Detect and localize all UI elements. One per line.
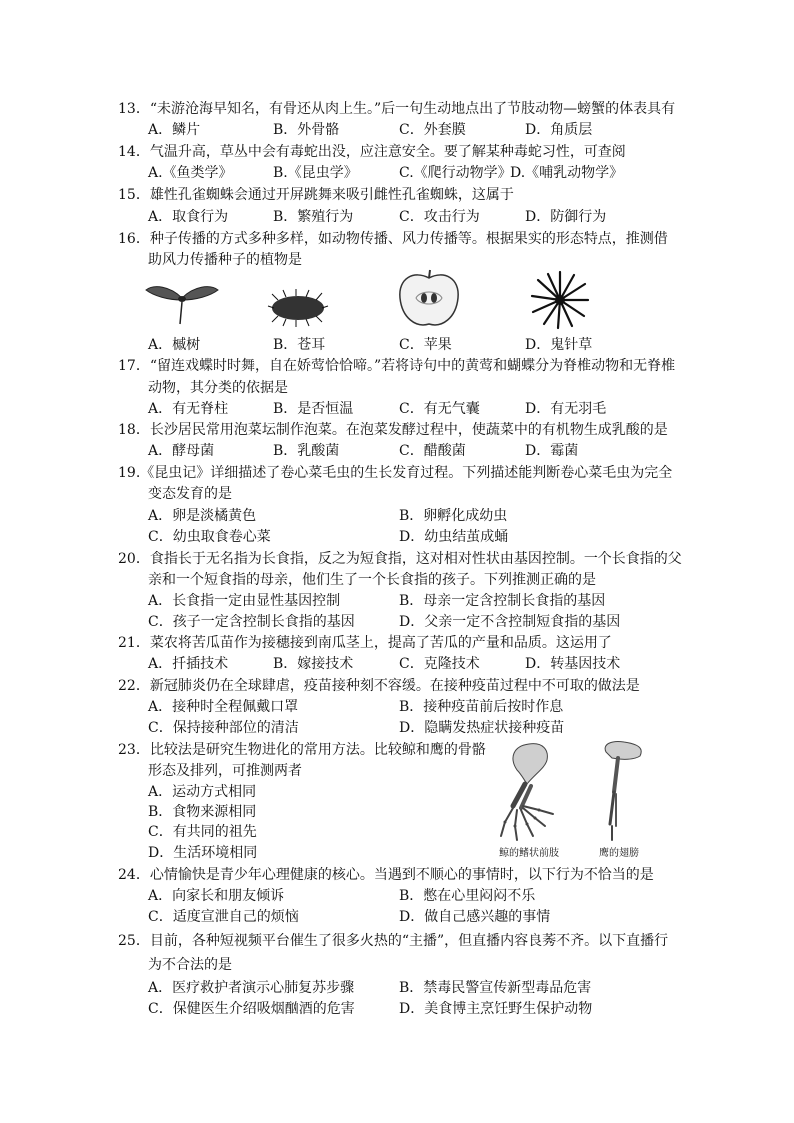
q19-option-c: C．幼虫取食卷心菜 bbox=[148, 529, 271, 545]
q17-option-c: C．有无气囊 bbox=[399, 401, 480, 417]
q21-stem: 21．菜农将苦瓜苗作为接穗接到南瓜茎上，提高了苦瓜的产量和品质。这运用了 bbox=[118, 635, 612, 651]
q15-option-d: D．防御行为 bbox=[525, 209, 607, 225]
q24-option-b: B．憋在心里闷闷不乐 bbox=[399, 888, 536, 904]
q19-stem-line2: 变态发育的是 bbox=[148, 486, 232, 502]
q22-option-d: D．隐瞒发热症状接种疫苗 bbox=[399, 720, 565, 736]
q19-option-b: B．卵孵化成幼虫 bbox=[399, 508, 508, 524]
q15-option-b: B．繁殖行为 bbox=[273, 209, 354, 225]
q17-option-b: B．是否恒温 bbox=[273, 401, 354, 417]
q20-option-b: B．母亲一定含控制长食指的基因 bbox=[399, 593, 606, 609]
q15-option-a: A．取食行为 bbox=[148, 209, 229, 225]
q13-option-b: B．外骨骼 bbox=[273, 122, 340, 138]
q20-option-d: D．父亲一定不含控制短食指的基因 bbox=[399, 614, 621, 630]
q24-stem: 24．心情愉快是青少年心理健康的核心。当遇到不顺心的事情时，以下行为不恰当的是 bbox=[118, 867, 654, 883]
q13-option-c: C．外套膜 bbox=[399, 122, 466, 138]
eagle-wing-bones-image bbox=[598, 740, 650, 846]
q15-stem: 15．雄性孔雀蜘蛛会通过开屏跳舞来吸引雌性孔雀蜘蛛，这属于 bbox=[118, 187, 514, 203]
q17-option-a: A．有无脊柱 bbox=[148, 401, 229, 417]
eagle-caption: 鹰的翅膀 bbox=[599, 848, 639, 859]
q25-option-a: A．医疗救护者演示心肺复苏步骤 bbox=[148, 980, 355, 996]
q18-option-d: D．霉菌 bbox=[525, 443, 579, 459]
q18-option-c: C．醋酸菌 bbox=[399, 443, 466, 459]
q13-option-a: A．鳞片 bbox=[148, 122, 201, 138]
q17-stem-line2: 动物，其分类的依据是 bbox=[148, 380, 288, 396]
q20-stem-line1: 20．食指长于无名指为长食指，反之为短食指，这对相对性状由基因控制。一个长食指的父 bbox=[118, 551, 682, 567]
q17-stem-line1: 17．“留连戏蝶时时舞，自在娇莺恰恰啼。”若将诗句中的黄莺和蝴蝶分为脊椎动物和无脊椎 bbox=[118, 358, 676, 374]
q14-option-d: D.《哺乳动物学》 bbox=[510, 165, 624, 181]
q20-option-c: C．孩子一定含控制长食指的基因 bbox=[148, 614, 355, 630]
q13-option-d: D．角质层 bbox=[525, 122, 593, 138]
whale-caption: 鲸的鳍状前肢 bbox=[499, 848, 559, 859]
q14-option-a: A.《鱼类学》 bbox=[148, 165, 233, 181]
q14-stem: 14．气温升高，草丛中会有毒蛇出没，应注意安全。要了解某种毒蛇习性，可查阅 bbox=[118, 144, 626, 160]
q18-option-a: A．酵母菌 bbox=[148, 443, 215, 459]
q23-stem-line2: 形态及排列，可推测两者 bbox=[148, 763, 302, 779]
q21-option-a: A．扦插技术 bbox=[148, 656, 229, 672]
q25-stem-line1: 25．目前，各种短视频平台催生了很多火热的“主播”，但直播内容良莠不齐。以下直播行 bbox=[118, 933, 669, 949]
q16-option-a: A．槭树 bbox=[148, 337, 201, 353]
q16-stem-line1: 16．种子传播的方式多种多样，如动物传播、风力传播等。根据果实的形态特点，推测借 bbox=[118, 231, 668, 247]
q22-option-a: A．接种时全程佩戴口罩 bbox=[148, 699, 299, 715]
q20-stem-line2: 亲和一个短食指的母亲，他们生了一个长食指的孩子。下列推测正确的是 bbox=[148, 572, 596, 588]
q18-stem: 18．长沙居民常用泡菜坛制作泡菜。在泡菜发酵过程中，使蔬菜中的有机物生成乳酸的是 bbox=[118, 422, 668, 438]
q15-option-c: C．攻击行为 bbox=[399, 209, 480, 225]
q14-option-c: C.《爬行动物学》 bbox=[399, 165, 512, 181]
q22-option-b: B．接种疫苗前后按时作息 bbox=[399, 699, 564, 715]
q19-option-d: D．幼虫结茧成蛹 bbox=[399, 529, 509, 545]
q24-option-d: D．做自己感兴趣的事情 bbox=[399, 909, 551, 925]
q25-stem-line2: 为不合法的是 bbox=[148, 957, 232, 973]
q16-option-d: D．鬼针草 bbox=[525, 337, 593, 353]
q17-option-d: D．有无羽毛 bbox=[525, 401, 607, 417]
q23-option-a: A．运动方式相同 bbox=[148, 784, 257, 800]
q14-option-b: B.《昆虫学》 bbox=[273, 165, 358, 181]
q18-option-b: B．乳酸菌 bbox=[273, 443, 340, 459]
q13-stem: 13．“未游沧海早知名，有骨还从肉上生。”后一句生动地点出了节肢动物—螃蟹的体表具有 bbox=[118, 101, 676, 117]
q19-stem-line1: 19.《昆虫记》详细描述了卷心菜毛虫的生长发育过程。下列描述能判断卷心菜毛虫为完全 bbox=[118, 465, 673, 481]
q24-option-a: A．向家长和朋友倾诉 bbox=[148, 888, 285, 904]
q21-option-d: D．转基因技术 bbox=[525, 656, 621, 672]
q23-option-b: B．食物来源相同 bbox=[148, 804, 257, 820]
q22-option-c: C．保持接种部位的清洁 bbox=[148, 720, 299, 736]
q23-option-c: C．有共同的祖先 bbox=[148, 824, 257, 840]
q25-option-d: D．美食博主烹饪野生保护动物 bbox=[399, 1001, 593, 1017]
q19-option-a: A．卵是淡橘黄色 bbox=[148, 508, 257, 524]
q23-stem-line1: 23．比较法是研究生物进化的常用方法。比较鲸和鹰的骨骼 bbox=[118, 742, 486, 758]
q24-option-c: C．适度宣泄自己的烦恼 bbox=[148, 909, 299, 925]
maple-samara-image bbox=[144, 276, 220, 326]
beggarticks-image bbox=[530, 270, 590, 330]
q16-option-c: C．苹果 bbox=[399, 337, 452, 353]
apple-image bbox=[396, 268, 462, 330]
q21-option-b: B．嫁接技术 bbox=[273, 656, 354, 672]
q25-option-b: B．禁毒民警宣传新型毒品危害 bbox=[399, 980, 592, 996]
q25-option-c: C．保健医生介绍吸烟酗酒的危害 bbox=[148, 1001, 355, 1017]
cocklebur-image bbox=[266, 288, 330, 328]
q23-option-d: D．生活环境相同 bbox=[148, 845, 258, 861]
q16-option-b: B．苍耳 bbox=[273, 337, 326, 353]
q22-stem: 22．新冠肺炎仍在全球肆虐，疫苗接种刻不容缓。在接种疫苗过程中不可取的做法是 bbox=[118, 678, 640, 694]
q20-option-a: A．长食指一定由显性基因控制 bbox=[148, 593, 341, 609]
q21-option-c: C．克隆技术 bbox=[399, 656, 480, 672]
q16-stem-line2: 助风力传播种子的植物是 bbox=[148, 252, 302, 268]
